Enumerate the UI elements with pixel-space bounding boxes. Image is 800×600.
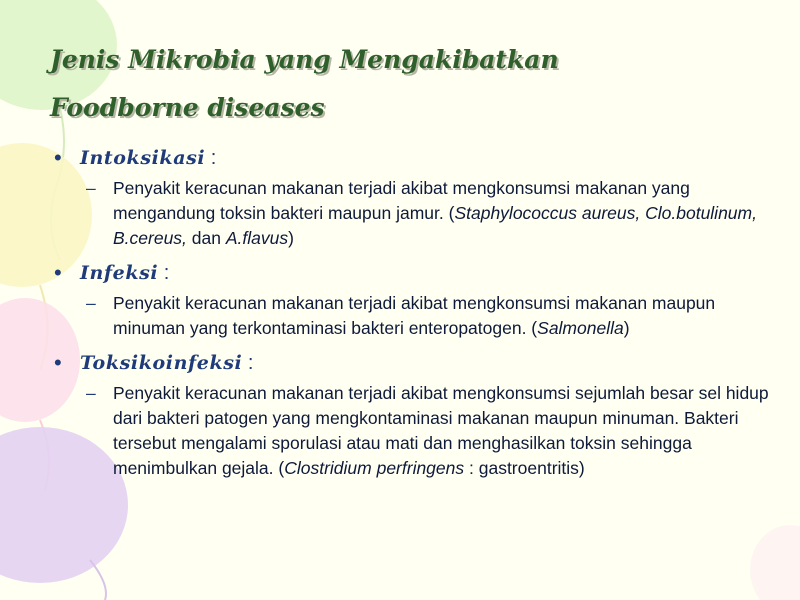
- title-line-2: Foodborne diseases: [50, 93, 325, 122]
- bullet-heading-line: [80, 144, 770, 172]
- bullet-dot: •: [54, 350, 62, 375]
- organism-name: A.flavus: [225, 228, 289, 248]
- organism-names: Staphylococcus aureus, Clo.botulinum, B.cereus,: [113, 203, 757, 248]
- slide-title: [50, 36, 770, 132]
- description-text: ): [288, 228, 294, 248]
- description-text: dan: [186, 228, 226, 248]
- sub-bullet-intoksikasi: [86, 176, 770, 251]
- organism-name: Salmonella: [537, 318, 624, 338]
- bullet-heading-line: [80, 259, 770, 287]
- sub-bullet-dash: –: [86, 293, 96, 313]
- description-text: Penyakit keracunan makanan terjadi akibat mengkonsumsi makanan yang mengandung toksin bakteri maupun jamur. (: [113, 178, 690, 223]
- heading-toksikoinfeksi: Toksikoinfeksi: [80, 352, 243, 374]
- sub-bullet-dash: –: [86, 178, 96, 198]
- bullet-intoksikasi: [50, 144, 770, 251]
- description-text: Penyakit keracunan makanan terjadi akibat mengkonsumsi makanan maupun minuman yang terkontaminasi bakteri enteropatogen. (: [113, 293, 716, 338]
- bullet-list: [50, 144, 770, 489]
- heading-colon: :: [205, 147, 217, 169]
- organism-name: Clostridium perfringens: [284, 458, 465, 478]
- sub-bullet-dash: –: [86, 383, 96, 403]
- bullet-heading-line: [80, 349, 770, 377]
- heading-colon: :: [242, 352, 254, 374]
- bullet-dot: •: [54, 260, 62, 285]
- description-text: : gastroentritis): [464, 458, 585, 478]
- sub-bullet-toksikoinfeksi: [86, 381, 770, 481]
- heading-intoksikasi: Intoksikasi: [80, 147, 206, 169]
- bullet-dot: •: [54, 145, 62, 170]
- bullet-infeksi: [50, 259, 770, 341]
- title-line-1: Jenis Mikrobia yang Mengakibatkan: [50, 45, 559, 74]
- heading-infeksi: Infeksi: [80, 262, 159, 284]
- heading-colon: :: [158, 262, 170, 284]
- sub-bullet-infeksi: [86, 291, 770, 341]
- bullet-toksikoinfeksi: [50, 349, 770, 481]
- description-text: ): [623, 318, 630, 338]
- description-text: Penyakit keracunan makanan terjadi akibat mengkonsumsi sejumlah besar sel hidup dari bakteri patogen yang mengkontaminasi makanan maupun minuman. Bakteri tersebut mengalami sporulasi atau mati dan menghasilkan toksin sehingga menimbulkan gejala. (: [113, 383, 769, 478]
